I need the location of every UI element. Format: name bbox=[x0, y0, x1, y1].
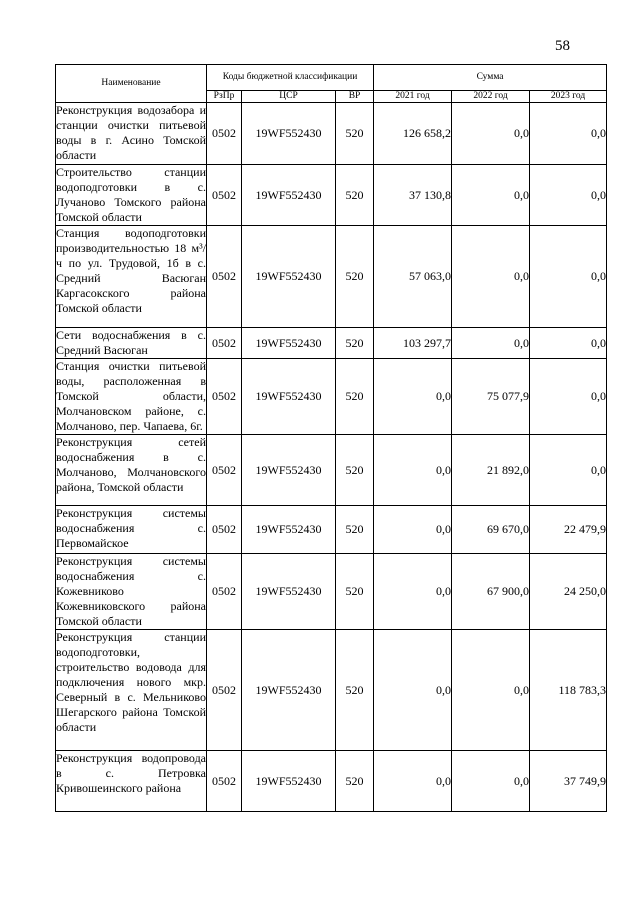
row-rzpr: 0502 bbox=[207, 103, 242, 165]
row-name: Строительство станции водоподготовки в с. Лучаново Томского района Томской области bbox=[56, 165, 206, 224]
row-vr: 520 bbox=[336, 359, 374, 435]
row-sum-2022: 0,0 bbox=[452, 226, 530, 328]
row-sum-2022: 0,0 bbox=[452, 630, 530, 751]
row-csr: 19WF552430 bbox=[242, 506, 336, 554]
row-sum-2022: 0,0 bbox=[452, 165, 530, 226]
row-csr: 19WF552430 bbox=[242, 630, 336, 751]
row-sum-2021: 103 297,7 bbox=[374, 328, 452, 359]
row-name: Реконструкция системы водоснабжения с. Кожевниково Кожевниковского района Томской области bbox=[56, 554, 206, 628]
row-sum-2022: 0,0 bbox=[452, 328, 530, 359]
row-sum-2021: 0,0 bbox=[374, 630, 452, 751]
row-csr: 19WF552430 bbox=[242, 359, 336, 435]
row-sum-2023: 0,0 bbox=[530, 226, 607, 328]
row-rzpr: 0502 bbox=[207, 359, 242, 435]
row-sum-2022: 0,0 bbox=[452, 751, 530, 812]
row-sum-2022: 75 077,9 bbox=[452, 359, 530, 435]
row-name: Станция очистки питьевой воды, расположенная в Томской области, Молчановском районе, с. Молчаново, пер. Чапаева, 6г. bbox=[56, 359, 206, 433]
row-name: Реконструкция водопровода в с. Петровка Кривошеинского района bbox=[56, 751, 207, 812]
header-codes-group: Коды бюджетной классификации bbox=[207, 65, 374, 91]
row-csr: 19WF552430 bbox=[242, 751, 336, 812]
table-row bbox=[56, 328, 607, 359]
row-vr: 520 bbox=[336, 226, 374, 328]
header-name: Наименование bbox=[56, 65, 207, 103]
row-rzpr: 0502 bbox=[207, 165, 242, 226]
header-csr: ЦСР bbox=[242, 91, 336, 103]
row-sum-2023: 0,0 bbox=[530, 165, 607, 226]
header-2023: 2023 год bbox=[530, 91, 607, 103]
row-csr: 19WF552430 bbox=[242, 103, 336, 165]
row-rzpr: 0502 bbox=[207, 506, 242, 554]
row-vr: 520 bbox=[336, 328, 374, 359]
row-sum-2021: 0,0 bbox=[374, 359, 452, 435]
row-sum-2023: 118 783,3 bbox=[530, 630, 607, 751]
row-sum-2023: 22 479,9 bbox=[530, 506, 607, 554]
row-csr: 19WF552430 bbox=[242, 554, 336, 630]
row-rzpr: 0502 bbox=[207, 630, 242, 751]
row-sum-2023: 0,0 bbox=[530, 435, 607, 506]
row-name: Реконструкция водозабора и станции очистки питьевой воды в г. Асино Томской области bbox=[56, 103, 207, 165]
row-rzpr: 0502 bbox=[207, 751, 242, 812]
page-number: 58 bbox=[555, 38, 570, 54]
table-row bbox=[56, 506, 607, 554]
table-row bbox=[56, 751, 607, 812]
header-vr: ВР bbox=[336, 91, 374, 103]
row-vr: 520 bbox=[336, 554, 374, 630]
row-vr: 520 bbox=[336, 751, 374, 812]
table-row bbox=[56, 226, 607, 328]
row-vr: 520 bbox=[336, 103, 374, 165]
budget-table bbox=[55, 64, 607, 812]
header-rzpr: РзПр bbox=[207, 91, 242, 103]
row-name: Станция водоподготовки производительностью 18 м³/ч по ул. Трудовой, 1б в с. Средний Васюган Каргасокского района Томской области bbox=[56, 226, 207, 328]
row-sum-2021: 0,0 bbox=[374, 751, 452, 812]
row-rzpr: 0502 bbox=[207, 435, 242, 506]
row-sum-2022: 21 892,0 bbox=[452, 435, 530, 506]
table-row bbox=[56, 103, 607, 165]
row-vr: 520 bbox=[336, 630, 374, 751]
row-vr: 520 bbox=[336, 506, 374, 554]
row-sum-2023: 37 749,9 bbox=[530, 751, 607, 812]
row-csr: 19WF552430 bbox=[242, 328, 336, 359]
row-csr: 19WF552430 bbox=[242, 226, 336, 328]
row-sum-2022: 67 900,0 bbox=[452, 554, 530, 630]
table-row bbox=[56, 435, 607, 506]
table-row bbox=[56, 165, 607, 226]
row-vr: 520 bbox=[336, 435, 374, 506]
row-sum-2023: 24 250,0 bbox=[530, 554, 607, 630]
row-sum-2021: 57 063,0 bbox=[374, 226, 452, 328]
row-sum-2022: 69 670,0 bbox=[452, 506, 530, 554]
row-rzpr: 0502 bbox=[207, 328, 242, 359]
row-sum-2021: 0,0 bbox=[374, 506, 452, 554]
header-2022: 2022 год bbox=[452, 91, 530, 103]
row-sum-2021: 37 130,8 bbox=[374, 165, 452, 226]
row-name: Реконструкция сетей водоснабжения в с. Молчаново, Молчановского района, Томской области bbox=[56, 435, 207, 506]
row-sum-2021: 0,0 bbox=[374, 435, 452, 506]
row-csr: 19WF552430 bbox=[242, 435, 336, 506]
row-name: Реконструкция системы водоснабжения с. Первомайское bbox=[56, 506, 207, 554]
header-sum-group: Сумма bbox=[374, 65, 607, 91]
table-row bbox=[56, 554, 607, 630]
row-sum-2021: 0,0 bbox=[374, 554, 452, 630]
row-sum-2023: 0,0 bbox=[530, 328, 607, 359]
table-row bbox=[56, 359, 607, 435]
row-rzpr: 0502 bbox=[207, 554, 242, 630]
row-csr: 19WF552430 bbox=[242, 165, 336, 226]
row-vr: 520 bbox=[336, 165, 374, 226]
row-sum-2021: 126 658,2 bbox=[374, 103, 452, 165]
header-row-top bbox=[56, 65, 607, 91]
row-sum-2023: 0,0 bbox=[530, 103, 607, 165]
row-sum-2022: 0,0 bbox=[452, 103, 530, 165]
row-sum-2023: 0,0 bbox=[530, 359, 607, 435]
row-name: Сети водоснабжения в с. Средний Васюган bbox=[56, 328, 206, 357]
header-2021: 2021 год bbox=[374, 91, 452, 103]
row-rzpr: 0502 bbox=[207, 226, 242, 328]
table-row bbox=[56, 630, 607, 751]
row-name: Реконструкция станции водоподготовки, строительство водовода для подключения нового мкр. Северный в с. Мельниково Шегарского района Томской области bbox=[56, 630, 207, 751]
